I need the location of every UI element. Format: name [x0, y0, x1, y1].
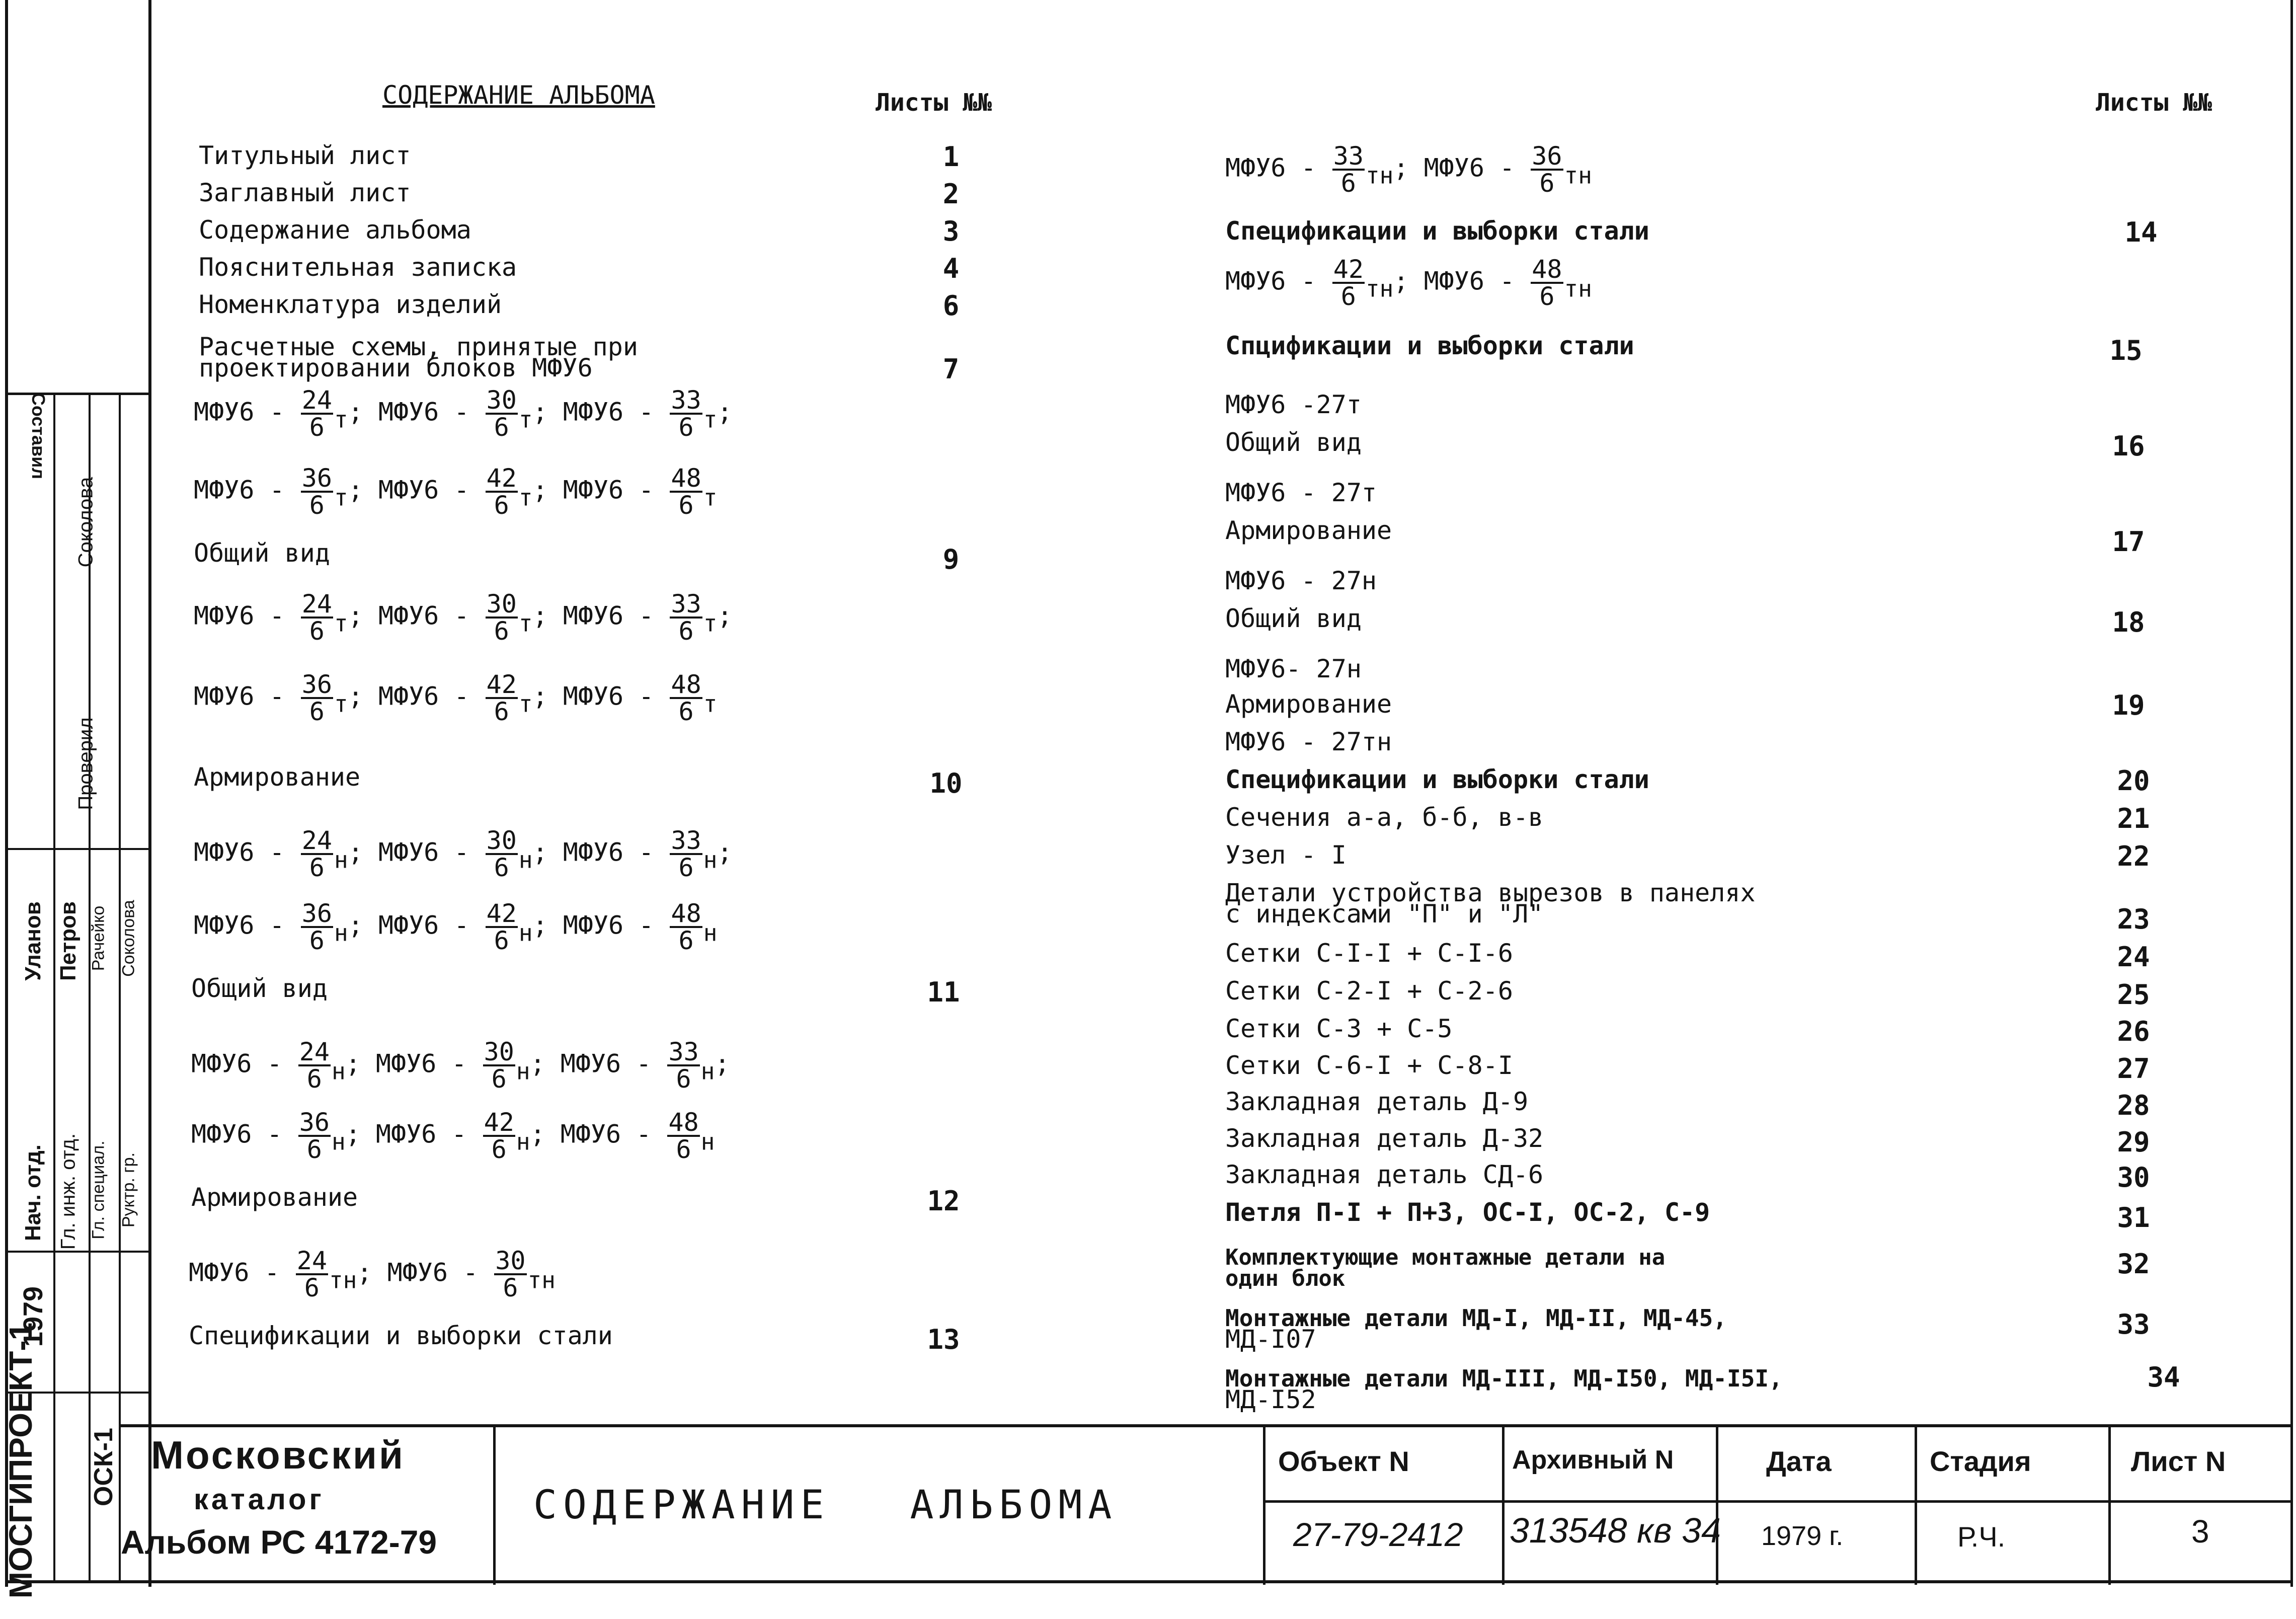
toc-item: Сетки С-6-I + С-8-I — [1225, 1051, 1513, 1080]
block-formula-line: МФУ6 - $\frac{24}{6}$ н; МФУ6 - $\frac{30}{6}$ н; МФУ6 - $\frac{33}{6}$ н; — [194, 826, 733, 882]
val-object: 27-79-2412 — [1293, 1516, 1463, 1553]
toc-sheet: 11 — [927, 976, 960, 1008]
side-stamp-role-3: Гл. специал. — [89, 1140, 108, 1240]
toc-sheet: 20 — [2117, 765, 2150, 797]
block-formula-line: МФУ6 - $\frac{36}{6}$ т; МФУ6 - $\frac{42}{6}$ т; МФУ6 - $\frac{48}{6}$ т — [194, 464, 718, 520]
toc-item-specs-alt: Спцификации и выборки стали — [1225, 331, 1634, 360]
toc-item-calc-line1: Расчетные схемы, принятые при — [199, 332, 638, 361]
block-formula-line: МФУ6 - $\frac{42}{6}$ тн; МФУ6 - $\frac{48}{6}$ тн — [1225, 255, 1592, 311]
side-stamp-org: МОСГИПРОЕКТ-1 — [3, 1322, 39, 1599]
side-stamp-checked: Проверил — [74, 717, 97, 810]
toc-item: Общий вид — [1225, 428, 1362, 457]
toc-item: Номенклатура изделий — [199, 290, 502, 319]
val-sheet: 3 — [2191, 1513, 2209, 1550]
toc-item-general-view: Общий вид — [191, 974, 328, 1003]
toc-item: МФУ6 - 27н — [1225, 566, 1377, 595]
block-formula-line: МФУ6 - $\frac{24}{6}$ т; МФУ6 - $\frac{30}{6}$ т; МФУ6 - $\frac{33}{6}$ т; — [194, 589, 733, 646]
toc-item: Общий вид — [1225, 604, 1362, 633]
doc-title: СОДЕРЖАНИЕ АЛЬБОМА — [533, 1483, 1118, 1528]
toc-item-kit-line2: один блок — [1225, 1266, 1345, 1291]
toc-item-md1-line2: МД-I07 — [1225, 1325, 1316, 1354]
toc-item: Спецификации и выборки стали — [1225, 765, 1649, 794]
toc-sheet: 3 — [942, 215, 960, 247]
toc-item-reinforcement: Армирование — [194, 762, 361, 792]
side-stamp-checked-name: Соколова — [74, 477, 97, 568]
toc-sheet: 27 — [2117, 1053, 2150, 1085]
toc-sheet: 24 — [2117, 941, 2150, 973]
side-stamp-role-2: Гл. инж. отд. — [57, 1133, 80, 1250]
toc-item: МФУ6- 27н — [1225, 654, 1362, 683]
toc-sheet: 9 — [942, 544, 960, 575]
title-block — [121, 1424, 2293, 1585]
toc-sheet: 23 — [2117, 903, 2150, 935]
side-stamp-role-4: Руктр. гр. — [119, 1152, 138, 1228]
block-formula-line: МФУ6 - $\frac{24}{6}$ н; МФУ6 - $\frac{30}{6}$ н; МФУ6 - $\frac{33}{6}$ н; — [191, 1037, 730, 1094]
side-stamp-year: 1979 — [18, 1286, 48, 1347]
toc-sheet: 16 — [2112, 430, 2145, 462]
toc-sheet: 4 — [942, 253, 960, 284]
side-stamp-name-2: Петров — [56, 901, 81, 981]
side-stamp-name-1: Уланов — [21, 901, 45, 981]
toc-sheet: 30 — [2117, 1162, 2150, 1193]
toc-item: Пояснительная записка — [199, 253, 517, 282]
toc-sheet: 7 — [942, 353, 960, 385]
toc-sheet: 10 — [929, 767, 963, 799]
col-stage-label: Стадия — [1930, 1445, 2031, 1477]
toc-item: Заглавный лист — [199, 178, 411, 207]
toc-sheet: 26 — [2117, 1016, 2150, 1047]
col-archive-label: Архивный N — [1512, 1445, 1674, 1475]
toc-sheet: 2 — [942, 178, 960, 210]
side-stamp-name-3: Рачейко — [89, 905, 108, 971]
col-date-label: Дата — [1766, 1445, 1832, 1477]
toc-item: Закладная деталь СД-6 — [1225, 1160, 1544, 1189]
toc-item: Закладная деталь Д-32 — [1225, 1124, 1544, 1153]
org-line3: Альбом РС 4172-79 — [121, 1523, 437, 1561]
col-object-label: Объект N — [1278, 1445, 1409, 1477]
toc-item: Армирование — [1225, 516, 1392, 545]
col-sheet-label: Лист N — [2131, 1445, 2226, 1477]
org-line2: каталог — [194, 1483, 325, 1516]
toc-item-cutouts-line1: Детали устройства вырезов в панелях — [1225, 878, 1756, 907]
toc-item: МФУ6 -27т — [1225, 390, 1362, 419]
toc-sheet: 13 — [927, 1324, 960, 1355]
sheets-label-right: Листы №№ — [2096, 89, 2212, 117]
toc-item: Титульный лист — [199, 141, 411, 170]
toc-item: Армирование — [1225, 689, 1392, 719]
val-stage: Р.Ч. — [1957, 1521, 2006, 1553]
toc-item-general-view: Общий вид — [194, 538, 330, 568]
block-formula-line: МФУ6 - $\frac{24}{6}$ тн; МФУ6 - $\frac{30}{6}$ тн — [189, 1246, 556, 1302]
page-title: СОДЕРЖАНИЕ АЛЬБОМА — [382, 81, 655, 110]
toc-item-specs: Спецификации и выборки стали — [1225, 216, 1649, 246]
toc-item: Сетки С-I-I + С-I-6 — [1225, 939, 1513, 968]
org-line1: Московский — [151, 1433, 405, 1477]
toc-sheet: 21 — [2117, 803, 2150, 834]
toc-sheet: 14 — [2124, 216, 2158, 248]
toc-item: Петля П-I + П+3, ОС-I, ОС-2, С-9 — [1225, 1198, 1710, 1227]
toc-item-kit-line1: Комплектующие монтажные детали на — [1225, 1245, 1666, 1270]
toc-item: МФУ6 - 27тн — [1225, 727, 1392, 756]
toc-sheet: 34 — [2147, 1361, 2180, 1393]
toc-sheet: 33 — [2117, 1308, 2150, 1340]
toc-item-reinforcement: Армирование — [191, 1183, 358, 1212]
toc-item: МФУ6 - 27т — [1225, 478, 1377, 507]
sheets-label-left: Листы №№ — [876, 89, 992, 117]
toc-item-md2-line2: МД-I52 — [1225, 1385, 1316, 1414]
side-stamp-composed: Составил — [28, 392, 49, 480]
toc-sheet: 22 — [2117, 840, 2150, 872]
toc-item-md1-line1: Монтажные детали МД-I, МД-II, МД-45, — [1225, 1304, 1727, 1332]
toc-item-md2-line1: Монтажные детали МД-III, МД-I50, МД-I5I, — [1225, 1365, 1783, 1392]
toc-item: Закладная деталь Д-9 — [1225, 1087, 1529, 1116]
toc-item: Содержание альбома — [199, 215, 471, 245]
toc-sheet: 18 — [2112, 606, 2145, 638]
val-date: 1979 г. — [1761, 1521, 1844, 1551]
block-formula-line: МФУ6 - $\frac{24}{6}$ т; МФУ6 - $\frac{30}{6}$ т; МФУ6 - $\frac{33}{6}$ т; — [194, 386, 733, 442]
toc-sheet: 19 — [2112, 689, 2145, 721]
toc-sheet: 12 — [927, 1185, 960, 1217]
toc-sheet: 17 — [2112, 526, 2145, 558]
toc-sheet: 29 — [2117, 1126, 2150, 1158]
toc-sheet: 25 — [2117, 979, 2150, 1011]
side-stamp — [3, 392, 149, 1599]
toc-item-cutouts-line2: с индексами "П" и "Л" — [1225, 899, 1544, 929]
toc-sheet: 15 — [2109, 335, 2143, 366]
block-formula-line: МФУ6 - $\frac{36}{6}$ н; МФУ6 - $\frac{42}{6}$ н; МФУ6 - $\frac{48}{6}$ н — [191, 1108, 715, 1164]
toc-item-specs: Спецификации и выборки стали — [189, 1321, 613, 1350]
toc-sheet: 31 — [2117, 1202, 2150, 1233]
toc-sheet: 1 — [942, 141, 960, 173]
toc-item: Сетки С-2-I + С-2-6 — [1225, 976, 1513, 1006]
frame-right-border — [2290, 0, 2293, 1587]
block-formula-line: МФУ6 - $\frac{36}{6}$ н; МФУ6 - $\frac{42}{6}$ н; МФУ6 - $\frac{48}{6}$ н — [194, 899, 718, 955]
side-stamp-role-1: Нач. отд. — [21, 1144, 45, 1242]
side-stamp-otdel: ОСК-1 — [89, 1428, 118, 1506]
toc-sheet: 28 — [2117, 1090, 2150, 1121]
toc-item: Сетки С-3 + С-5 — [1225, 1014, 1453, 1043]
block-formula-line: МФУ6 - $\frac{33}{6}$ тн; МФУ6 - $\frac{36}{6}$ тн — [1225, 141, 1592, 198]
side-stamp-name-4: Соколова — [119, 900, 138, 977]
toc-item: Узел - I — [1225, 840, 1347, 870]
block-formula-line: МФУ6 - $\frac{36}{6}$ т; МФУ6 - $\frac{42}{6}$ т; МФУ6 - $\frac{48}{6}$ т — [194, 670, 718, 726]
toc-sheet: 6 — [942, 290, 960, 322]
toc-item: Сечения а-а, б-б, в-в — [1225, 803, 1544, 832]
toc-sheet: 32 — [2117, 1248, 2150, 1280]
val-archive: 313548 кв 34 — [1510, 1511, 1721, 1550]
toc-item-calc-line2: проектировании блоков МФУ6 — [199, 353, 593, 382]
